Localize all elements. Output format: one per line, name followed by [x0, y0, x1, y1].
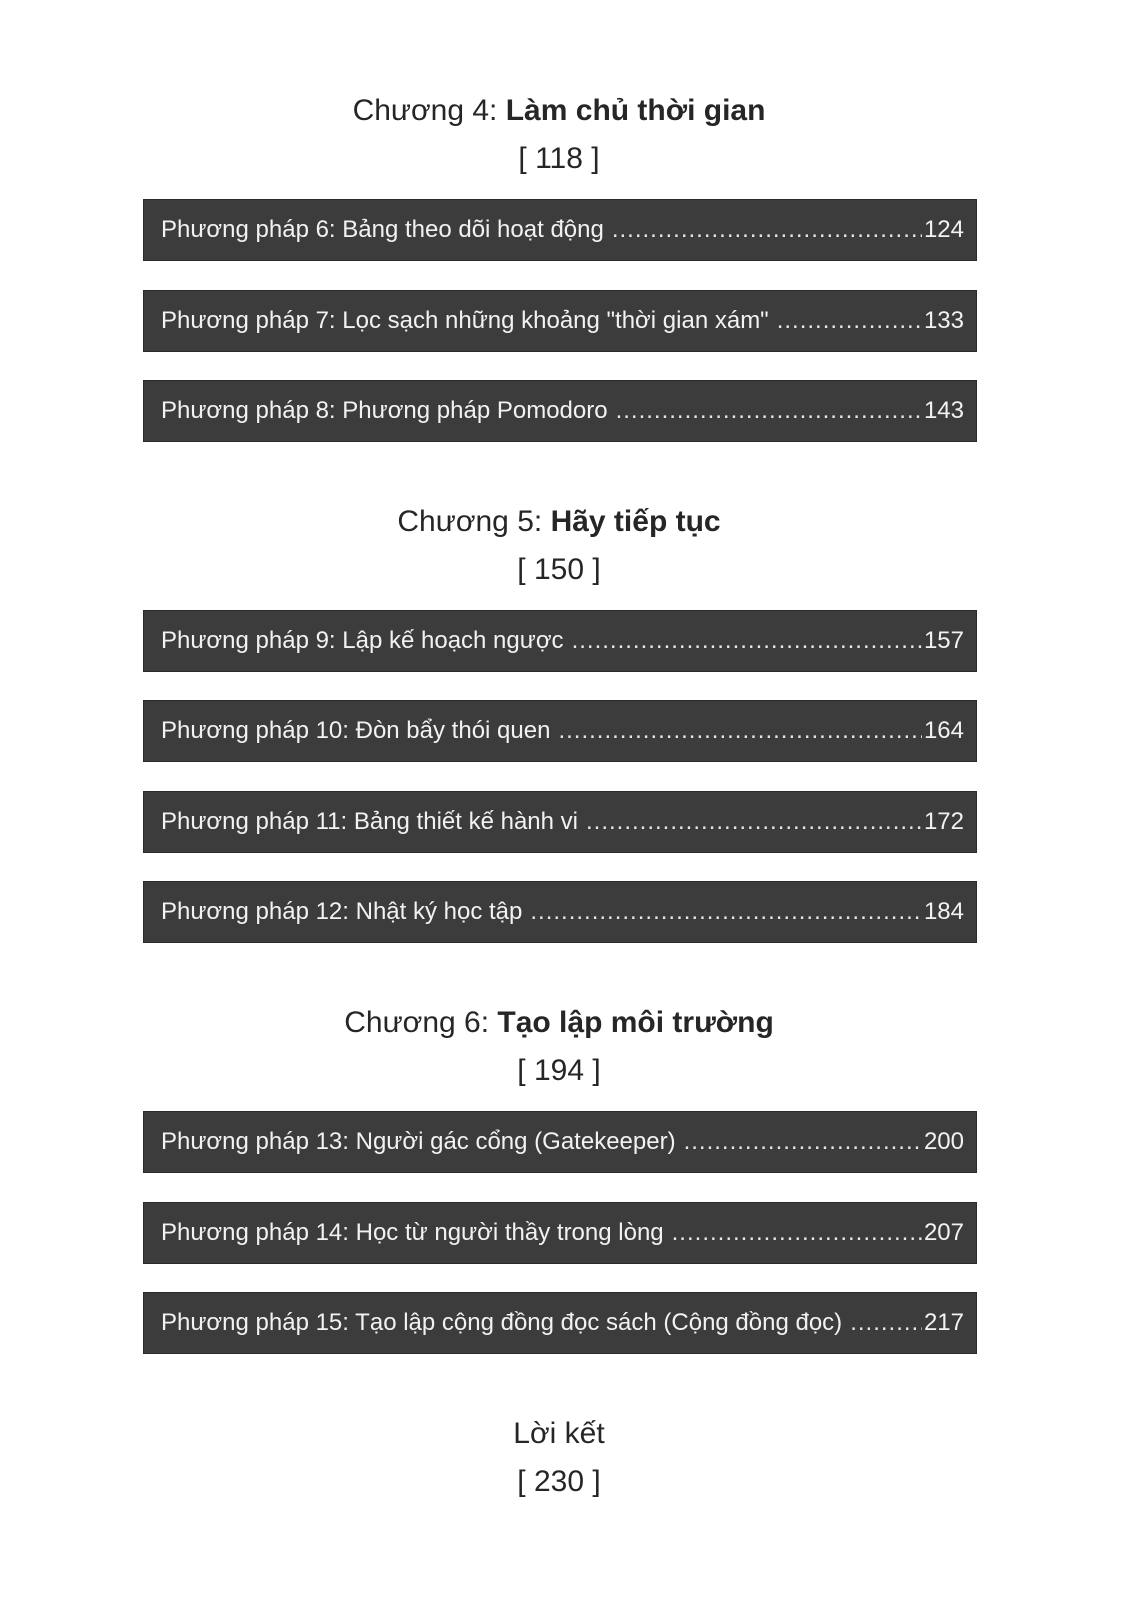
dot-leader: [612, 216, 922, 244]
toc-entry-label: Phương pháp 14: Học từ người thầy trong lòng: [161, 1219, 664, 1246]
toc-entry-method-14[interactable]: [143, 1202, 977, 1264]
toc-entry-method-15[interactable]: [143, 1292, 977, 1354]
dot-leader: [850, 1309, 922, 1337]
toc-entry-label: Phương pháp 9: Lập kế hoạch ngược: [161, 627, 564, 654]
toc-entry-method-12[interactable]: [143, 881, 977, 943]
toc-entry-method-13[interactable]: [143, 1111, 977, 1173]
chapter-prefix: Chương 4:: [352, 94, 506, 127]
dot-leader: [684, 1128, 922, 1156]
toc-entry-method-11[interactable]: [143, 791, 977, 853]
toc-entry-page: 133: [923, 307, 964, 334]
toc-entry-method-10[interactable]: [143, 700, 977, 762]
chapter-page-number: [ 118 ]: [518, 142, 600, 175]
toc-entry-page: 184: [923, 898, 964, 925]
toc-entry-label: Phương pháp 6: Bảng theo dõi hoạt động: [161, 216, 604, 243]
epilogue-page-number: [ 230 ]: [517, 1465, 601, 1498]
toc-entry-label: Phương pháp 8: Phương pháp Pomodoro: [161, 397, 608, 424]
dot-leader: [586, 808, 922, 836]
toc-entry-label: Phương pháp 15: Tạo lập cộng đồng đọc sách (Cộng đồng đọc): [161, 1309, 843, 1336]
toc-entry-page: 157: [923, 627, 964, 654]
dot-leader: [558, 717, 922, 745]
toc-entry-label: Phương pháp 10: Đòn bẩy thói quen: [161, 717, 551, 744]
chapter-prefix: Chương 5:: [397, 505, 551, 538]
dot-leader: [777, 307, 922, 335]
chapter-name: Làm chủ thời gian: [505, 94, 766, 127]
toc-entry-page: 217: [923, 1309, 964, 1336]
toc-entry-page: 207: [923, 1219, 964, 1246]
toc-entry-page: 164: [923, 717, 964, 744]
toc-entry-page: 143: [923, 397, 964, 424]
chapter-page-number: [ 194 ]: [517, 1054, 601, 1087]
toc-entry-label: Phương pháp 11: Bảng thiết kế hành vi: [161, 808, 578, 835]
toc-entry-method-6[interactable]: [143, 199, 977, 261]
toc-entry-page: 172: [923, 808, 964, 835]
dot-leader: [530, 898, 922, 926]
epilogue-title: Lời kết: [513, 1417, 605, 1450]
toc-entry-page: 124: [923, 216, 964, 243]
dot-leader: [572, 627, 922, 655]
chapter-title: [0, 504, 1118, 540]
dot-leader: [616, 397, 922, 425]
chapter-title: [0, 1005, 1118, 1041]
toc-entry-method-9[interactable]: [143, 610, 977, 672]
chapter-page-number: [ 150 ]: [517, 553, 601, 586]
toc-entry-method-7[interactable]: [143, 290, 977, 352]
dot-leader: [672, 1219, 922, 1247]
chapter-name: Hãy tiếp tục: [550, 505, 721, 538]
toc-entry-method-8[interactable]: [143, 380, 977, 442]
toc-entry-page: 200: [923, 1128, 964, 1155]
chapter-title: [0, 93, 1118, 129]
chapter-name: Tạo lập môi trường: [497, 1006, 774, 1039]
toc-entry-label: Phương pháp 12: Nhật ký học tập: [161, 898, 523, 925]
toc-entry-label: Phương pháp 13: Người gác cổng (Gatekeeper): [161, 1128, 676, 1155]
chapter-prefix: Chương 6:: [344, 1006, 498, 1039]
toc-entry-label: Phương pháp 7: Lọc sạch những khoảng "thời gian xám": [161, 307, 769, 334]
